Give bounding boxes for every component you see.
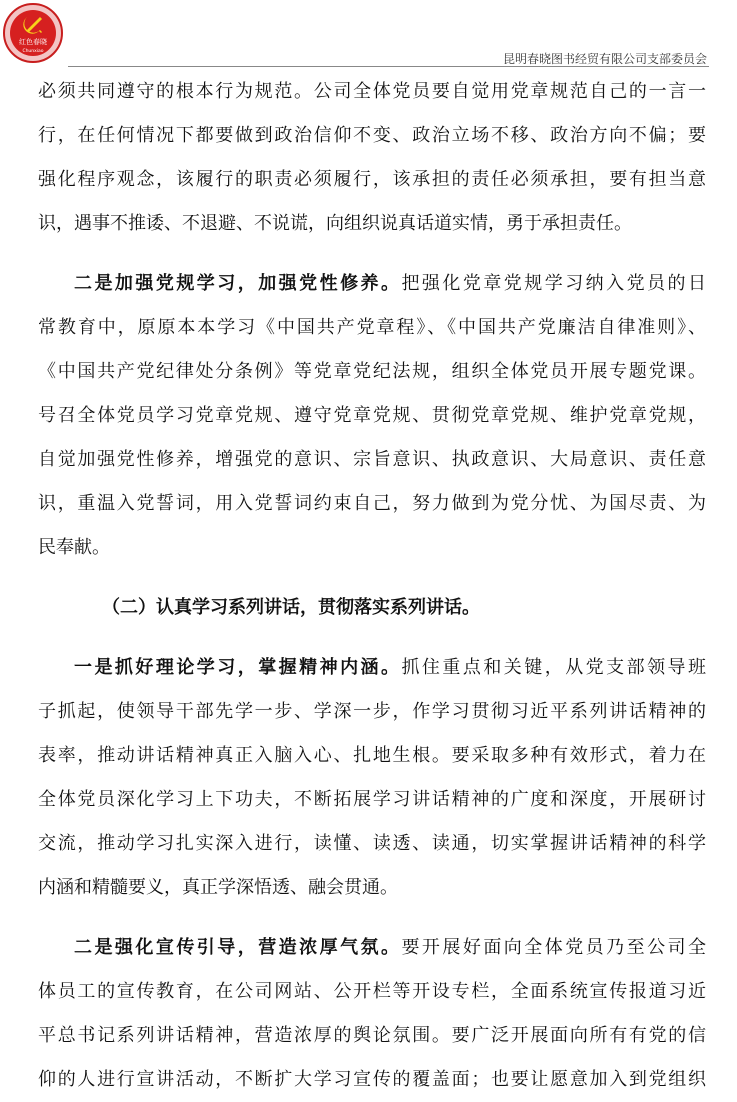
header-divider — [68, 66, 709, 67]
text-line: 行，在任何情况下都要做到政治信仰不变、政治立场不移、政治方向不偏；要 — [38, 125, 706, 146]
text-line: 子抓起，使领导干部先学一步、学深一步，作学习贯彻习近平系列讲话精神的 — [38, 701, 706, 722]
text-line: 必须共同遵守的根本行为规范。公司全体党员要自觉用党章规范自己的一言一 — [38, 81, 706, 102]
page-header — [0, 0, 737, 72]
text-line: 自觉加强党性修养，增强党的意识、宗旨意识、执政意识、大局意识、责任意 — [38, 449, 706, 470]
text-line: 全体党员深化学习上下功夫，不断拓展学习讲话精神的广度和深度，开展研讨 — [38, 789, 706, 810]
paragraph-first-rest: 要开展好面向全体党员乃至公司全 — [401, 937, 706, 958]
text-line: 交流，推动学习扎实深入进行，读懂、读透、读通，切实掌握讲话精神的科学 — [38, 833, 706, 854]
text-line: 平总书记系列讲话精神，营造浓厚的舆论氛围。要广泛开展面向所有有党的信 — [38, 1025, 706, 1046]
paragraph-first-rest: 把强化党章党规学习纳入党员的日 — [401, 273, 706, 294]
paragraph-first-line — [38, 646, 706, 690]
text-line: 识，重温入党誓词，用入党誓词约束自己，努力做到为党分忧、为国尽责、为 — [38, 493, 706, 514]
section-heading: （二）认真学习系列讲话，贯彻落实系列讲话。 — [102, 597, 480, 618]
paragraph-lead: 二是强化宣传引导，营造浓厚气氛。 — [74, 937, 402, 958]
logo-text: 红色春晓 — [19, 38, 47, 46]
text-line: 体员工的宣传教育，在公司网站、公开栏等开设专栏，全面系统宣传报道习近 — [38, 981, 706, 1002]
text-line: 内涵和精髓要义，真正学深悟透、融会贯通。 — [38, 877, 398, 898]
organization-name: 昆明春晓图书经贸有限公司支部委员会 — [502, 52, 707, 66]
text-line: 识，遇事不推诿、不退避、不说谎，向组织说真话道实情，勇于承担责任。 — [38, 213, 632, 234]
paragraph-first-line — [38, 262, 706, 306]
paragraph-first-rest: 抓住重点和关键，从党支部领导班 — [401, 657, 706, 678]
text-line: 号召全体党员学习党章党规、遵守党章党规、贯彻党章党规、维护党章党规， — [38, 405, 706, 426]
logo-subtext: Chunxiao — [22, 49, 44, 54]
paragraph-lead: 二是加强党规学习，加强党性修养。 — [74, 273, 402, 294]
paragraph-lead: 一是抓好理论学习，掌握精神内涵。 — [74, 657, 402, 678]
paragraph-first-line — [38, 926, 706, 970]
text-line: 民奉献。 — [38, 537, 110, 558]
document-body — [38, 70, 706, 1102]
text-line: 《中国共产党纪律处分条例》等党章党纪法规，组织全体党员开展专题党课。 — [38, 361, 706, 382]
text-line: 强化程序观念，该履行的职责必须履行，该承担的责任必须承担，要有担当意 — [38, 169, 706, 190]
text-line: 常教育中，原原本本学习《中国共产党章程》、《中国共产党廉洁自律准则》、 — [38, 317, 706, 338]
text-line: 表率，推动讲话精神真正入脑入心、扎地生根。要采取多种有效形式，着力在 — [38, 745, 706, 766]
party-emblem-logo — [2, 2, 64, 64]
text-line: 仰的人进行宣讲活动，不断扩大学习宣传的覆盖面；也要让愿意加入到党组织 — [38, 1069, 706, 1090]
